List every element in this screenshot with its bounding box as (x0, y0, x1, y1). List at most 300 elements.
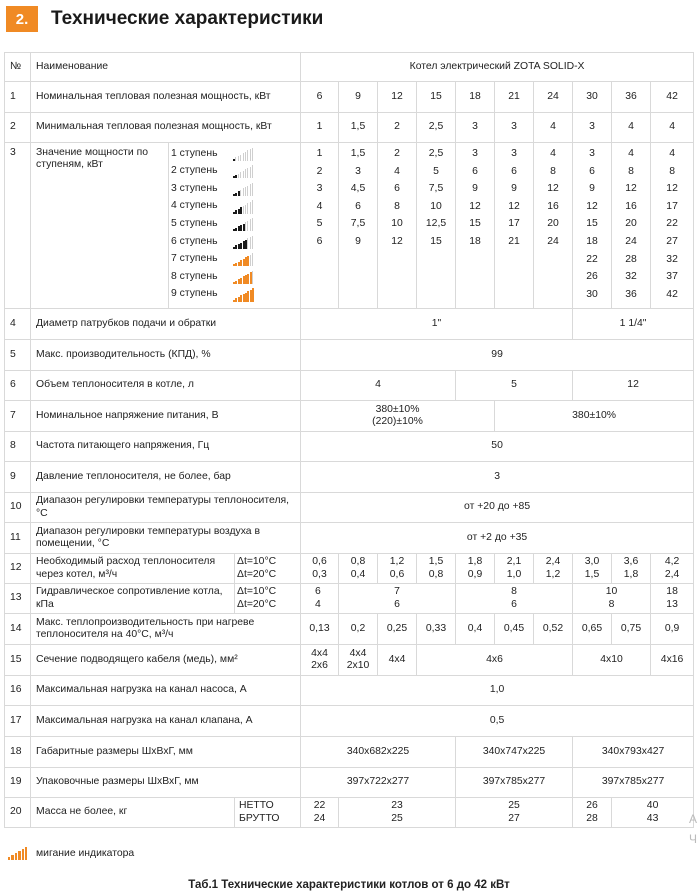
row-no: 14 (5, 614, 31, 645)
value-cell (456, 554, 495, 584)
value-cell (495, 554, 534, 584)
signal-7-blink-icon (233, 252, 255, 266)
step-value: 4 (394, 165, 400, 177)
step-label: 7 ступень (171, 253, 218, 265)
row-no: 19 (5, 768, 31, 798)
table-caption: Таб.1 Технические характеристики котлов от 6 до 42 кВт (188, 879, 510, 891)
step-value: 18 (586, 235, 598, 247)
mass-value: 27 (508, 812, 520, 824)
value-cell: 4 (612, 113, 651, 143)
value-cell: 0,65 (573, 614, 612, 645)
row-no: 1 (5, 82, 31, 113)
value-cell: 380±10% (495, 401, 694, 432)
cable-value: 2х10 (346, 660, 370, 671)
table-row (5, 432, 694, 462)
dt-label: Δt=10°С (237, 586, 277, 598)
value-cell (612, 798, 694, 828)
step-value: 12 (625, 183, 637, 195)
edge-letter: А (689, 812, 698, 826)
step-values (612, 143, 651, 309)
value-cell: 30 (573, 82, 612, 113)
step-value: 18 (469, 235, 481, 247)
value-cell: от +2 до +35 (301, 523, 694, 554)
value-cell: 2 (378, 113, 417, 143)
header-name: Наименование (31, 53, 301, 82)
table-row (5, 645, 694, 676)
table-row-steps (5, 143, 694, 309)
value-cell: 42 (651, 82, 694, 113)
step-values (339, 143, 378, 309)
value-cell: 24 (534, 82, 573, 113)
signal-9-blink-icon (233, 288, 255, 302)
step-value: 15 (469, 218, 481, 230)
legend (8, 846, 134, 860)
value-cell: 4х10 (573, 645, 651, 676)
row-label: Диаметр патрубков подачи и обратки (31, 309, 301, 340)
flow-value: 1,2 (545, 568, 561, 580)
resistance-value: 4 (315, 598, 321, 610)
step-values (495, 143, 534, 309)
dt-label: Δt=10°С (237, 556, 277, 568)
step-value: 28 (625, 253, 637, 265)
flow-value: 0,6 (389, 568, 405, 580)
step-value: 42 (666, 288, 678, 300)
step-value: 2 (316, 165, 323, 177)
step-value: 12 (469, 200, 481, 212)
steps-cell (169, 143, 301, 309)
value-cell: 4х16 (651, 645, 694, 676)
value-cell: 0,25 (378, 614, 417, 645)
section-title: Технические характеристики (51, 8, 324, 29)
flow-value: 1,8 (623, 568, 639, 580)
step-value: 12 (391, 235, 403, 247)
step-values (573, 143, 612, 309)
step-value: 30 (586, 288, 598, 300)
step-value: 12 (547, 183, 559, 195)
step-item (171, 163, 298, 181)
row-label: Объем теплоносителя в котле, л (31, 371, 301, 401)
step-label: 2 ступень (171, 165, 218, 177)
signal-3-icon (233, 182, 255, 196)
step-value: 4 (550, 148, 556, 159)
row-no: 10 (5, 493, 31, 523)
step-value: 15 (430, 235, 442, 247)
mass-value: 26 (586, 800, 598, 812)
row-no: 9 (5, 462, 31, 493)
section-number: 2. (6, 6, 38, 32)
step-label: 6 ступень (171, 235, 218, 247)
flow-value: 4,2 (664, 556, 680, 568)
step-item (171, 251, 298, 269)
row-label: Макс. теплопроизводительность при нагреве теплоносителя на 40°С, м³/ч (31, 614, 301, 645)
signal-1-icon (233, 147, 255, 161)
flow-value: 2,4 (545, 556, 561, 568)
voltage-value: (220)±10% (372, 416, 423, 427)
value-cell (378, 554, 417, 584)
resistance-value: 8 (608, 598, 615, 610)
flow-value: 0,9 (467, 568, 483, 580)
value-cell: 1,0 (301, 676, 694, 706)
row-no: 11 (5, 523, 31, 554)
section-header (6, 6, 323, 32)
step-item (171, 233, 298, 251)
flow-value: 0,6 (312, 556, 327, 568)
voltage-value: 380±10% (375, 403, 420, 415)
flow-value: 0,3 (312, 568, 327, 580)
step-value: 5 (316, 218, 323, 230)
step-value: 37 (666, 271, 678, 283)
step-value: 12,5 (425, 218, 447, 230)
step-value: 17 (508, 218, 520, 230)
table-row (5, 706, 694, 737)
step-value: 1 (316, 148, 323, 159)
step-value: 4 (669, 148, 675, 159)
step-item (171, 268, 298, 286)
step-value: 3 (355, 165, 361, 177)
step-value: 15 (586, 218, 598, 230)
signal-5-icon (233, 217, 255, 231)
row-label: Минимальная тепловая полезная мощность, кВт (31, 113, 301, 143)
row-no: 15 (5, 645, 31, 676)
value-cell (534, 554, 573, 584)
resistance-value: 8 (511, 586, 517, 598)
value-cell: 21 (495, 82, 534, 113)
value-cell: 0,2 (339, 614, 378, 645)
value-cell: 1" (301, 309, 573, 340)
resistance-value: 7 (394, 586, 400, 598)
step-value: 17 (666, 200, 678, 212)
row-label: Макс. производительность (КПД), % (31, 340, 301, 371)
step-item (171, 215, 298, 233)
value-cell: 4 (651, 113, 694, 143)
mass-value: 22 (313, 800, 326, 812)
dt-cell (235, 554, 301, 584)
flow-value: 2,4 (664, 568, 680, 580)
value-cell: 2,5 (417, 113, 456, 143)
value-cell: 4 (301, 371, 456, 401)
value-cell (456, 798, 573, 828)
row-label: Максимальная нагрузка на канал насоса, А (31, 676, 301, 706)
value-cell (301, 584, 339, 614)
row-label: Необходимый расход теплоносителя через котел, м³/ч (31, 554, 235, 584)
row-label: Габаритные размеры ШхВхГ, мм (31, 737, 301, 768)
value-cell (339, 584, 456, 614)
signal-6-icon (233, 235, 255, 249)
row-label: Диапазон регулировки температуры воздуха в помещении, °С (31, 523, 301, 554)
step-value: 6 (355, 200, 361, 212)
table-row (5, 798, 694, 828)
value-cell: 9 (339, 82, 378, 113)
row-no: 17 (5, 706, 31, 737)
table-row (5, 737, 694, 768)
table-row (5, 554, 694, 584)
mass-value: 24 (313, 812, 326, 824)
step-item (171, 198, 298, 216)
mass-kind-cell (235, 798, 301, 828)
table-row (5, 462, 694, 493)
value-cell (339, 798, 456, 828)
value-cell: 99 (301, 340, 694, 371)
table-row (5, 676, 694, 706)
step-value: 12 (508, 200, 520, 212)
table-row (5, 584, 694, 614)
step-label: 3 ступень (171, 182, 218, 194)
row-label: Масса не более, кг (31, 798, 235, 828)
row-label: Номинальное напряжение питания, В (31, 401, 301, 432)
table-row (5, 309, 694, 340)
cable-value: 4х4 (349, 647, 367, 659)
row-no: 20 (5, 798, 31, 828)
mass-kind: НЕТТО (239, 800, 274, 812)
step-value: 6 (511, 165, 517, 177)
step-value: 6 (394, 183, 400, 195)
step-value: 6 (472, 165, 478, 177)
value-cell: 0,45 (495, 614, 534, 645)
table-row (5, 340, 694, 371)
table-header-row (5, 53, 694, 82)
value-cell: 3 (495, 113, 534, 143)
mass-value: 25 (508, 800, 520, 812)
value-cell: 340х682х225 (301, 737, 456, 768)
step-value: 9 (472, 183, 478, 195)
value-cell: 397х722х277 (301, 768, 456, 798)
step-values (378, 143, 417, 309)
step-values (417, 143, 456, 309)
cable-value: 4х4 (311, 647, 328, 659)
step-value: 12 (586, 200, 598, 212)
value-cell: 0,9 (651, 614, 694, 645)
value-cell: 0,4 (456, 614, 495, 645)
step-value: 26 (586, 271, 598, 283)
step-label: 4 ступень (171, 200, 218, 212)
row-label: Частота питающего напряжения, Гц (31, 432, 301, 462)
value-cell: 15 (417, 82, 456, 113)
table-row (5, 113, 694, 143)
value-cell (651, 554, 694, 584)
value-cell (651, 584, 694, 614)
row-no: 4 (5, 309, 31, 340)
step-item (171, 180, 298, 198)
step-value: 24 (625, 235, 637, 247)
flow-value: 1,8 (467, 556, 483, 568)
signal-2-icon (233, 164, 255, 178)
step-value: 27 (666, 235, 678, 247)
value-cell: 3 (456, 113, 495, 143)
flow-value: 0,8 (428, 568, 444, 580)
step-value: 20 (625, 218, 637, 230)
step-value: 21 (508, 235, 520, 247)
flow-value: 1,5 (584, 568, 600, 580)
signal-8-blink-icon (233, 270, 255, 284)
flow-value: 3,6 (623, 556, 639, 568)
row-no: 18 (5, 737, 31, 768)
flow-value: 1,2 (389, 556, 405, 568)
row-no: 16 (5, 676, 31, 706)
mass-value: 28 (586, 812, 598, 824)
value-cell (301, 554, 339, 584)
value-cell: 4х6 (417, 645, 573, 676)
step-value: 12 (666, 183, 678, 195)
step-value: 8 (669, 165, 675, 177)
table-row (5, 82, 694, 113)
value-cell: 3 (573, 113, 612, 143)
step-value: 5 (433, 165, 439, 177)
flow-value: 0,8 (350, 556, 366, 568)
table-row (5, 493, 694, 523)
value-cell: 1,5 (339, 113, 378, 143)
value-cell (573, 584, 651, 614)
step-value: 9 (589, 183, 595, 195)
step-value: 32 (625, 271, 637, 283)
step-value: 8 (394, 200, 400, 212)
value-cell: 340х793х427 (573, 737, 694, 768)
row-label: Гидравлическое сопротивление котла, кПа (31, 584, 235, 614)
step-value: 6 (589, 165, 595, 177)
row-no: 7 (5, 401, 31, 432)
value-cell (573, 554, 612, 584)
cable-value: 2х6 (311, 660, 328, 671)
mass-value: 23 (391, 800, 403, 812)
step-value: 16 (625, 200, 637, 212)
value-cell: 4х4 (378, 645, 417, 676)
value-cell: 0,5 (301, 706, 694, 737)
value-cell (339, 554, 378, 584)
step-value: 8 (550, 165, 556, 177)
table-row (5, 523, 694, 554)
value-cell: 50 (301, 432, 694, 462)
row-no: 5 (5, 340, 31, 371)
header-no: № (5, 53, 31, 82)
step-values (301, 143, 339, 309)
mass-kind: БРУТТО (239, 812, 280, 824)
flow-value: 2,1 (506, 556, 522, 568)
resistance-value: 13 (666, 598, 678, 610)
value-cell: 12 (573, 371, 694, 401)
row-label: Сечение подводящего кабеля (медь), мм² (31, 645, 301, 676)
value-cell (573, 798, 612, 828)
step-value: 36 (625, 288, 637, 300)
step-value: 2,5 (428, 148, 444, 159)
row-label: Номинальная тепловая полезная мощность, кВт (31, 82, 301, 113)
signal-blink-icon (8, 846, 30, 860)
step-value: 20 (547, 218, 559, 230)
flow-value: 1,5 (428, 556, 444, 568)
flow-value: 0,4 (350, 568, 366, 580)
value-cell: 0,13 (301, 614, 339, 645)
step-value: 7,5 (428, 183, 444, 195)
value-cell: 340х747х225 (456, 737, 573, 768)
value-cell (456, 584, 573, 614)
step-item (171, 286, 298, 304)
spec-table (4, 52, 694, 828)
value-cell (417, 554, 456, 584)
step-value: 1,5 (350, 148, 366, 159)
legend-text: мигание индикатора (36, 847, 135, 859)
signal-4-icon (233, 200, 255, 214)
value-cell: 36 (612, 82, 651, 113)
dt-label: Δt=20°С (237, 598, 277, 610)
step-values (456, 143, 495, 309)
resistance-value: 10 (605, 586, 618, 598)
value-cell: 3 (301, 462, 694, 493)
row-no: 2 (5, 113, 31, 143)
step-value: 9 (355, 235, 361, 247)
value-cell: 397х785х277 (573, 768, 694, 798)
step-value: 3 (589, 148, 595, 159)
value-cell: 6 (301, 82, 339, 113)
step-label: 5 ступень (171, 217, 218, 229)
step-value: 3 (472, 148, 478, 159)
step-value: 3 (511, 148, 517, 159)
step-label: 8 ступень (171, 270, 218, 282)
resistance-value: 6 (394, 598, 400, 610)
step-value: 10 (430, 200, 442, 212)
mass-value: 43 (646, 812, 659, 824)
value-cell: 0,33 (417, 614, 456, 645)
row-no: 8 (5, 432, 31, 462)
row-label: Диапазон регулировки температуры теплоносителя, °С (31, 493, 301, 523)
row-no: 3 (5, 143, 31, 309)
value-cell: 18 (456, 82, 495, 113)
step-label: 9 ступень (171, 288, 218, 300)
step-label: 1 ступень (171, 147, 218, 159)
value-cell (301, 645, 339, 676)
step-value: 22 (586, 253, 598, 265)
value-cell: 0,75 (612, 614, 651, 645)
step-value: 24 (547, 235, 559, 247)
step-value: 22 (666, 218, 678, 230)
flow-value: 3,0 (584, 556, 600, 568)
value-cell: от +20 до +85 (301, 493, 694, 523)
value-cell (301, 798, 339, 828)
edge-letter: Ч (689, 832, 697, 846)
flow-value: 1,0 (506, 568, 522, 580)
step-value: 6 (316, 235, 323, 247)
value-cell: 12 (378, 82, 417, 113)
value-cell: 4 (534, 113, 573, 143)
mass-value: 40 (646, 800, 659, 812)
table-row (5, 371, 694, 401)
step-value: 2 (394, 148, 400, 159)
step-value: 7,5 (350, 218, 366, 230)
value-cell: 1 (301, 113, 339, 143)
resistance-value: 6 (511, 598, 517, 610)
row-label: Упаковочные размеры ШхВхГ, мм (31, 768, 301, 798)
step-value: 10 (391, 218, 403, 230)
dt-label: Δt=20°С (237, 568, 277, 580)
step-value: 9 (511, 183, 517, 195)
step-item (171, 145, 298, 163)
step-value: 3 (316, 183, 323, 195)
mass-value: 25 (391, 812, 403, 824)
value-cell (612, 554, 651, 584)
step-value: 4 (316, 200, 323, 212)
row-label: Значение мощности по ступеням, кВт (31, 143, 169, 309)
step-values (651, 143, 694, 309)
resistance-value: 6 (315, 586, 321, 598)
step-value: 16 (547, 200, 559, 212)
step-values (534, 143, 573, 309)
step-value: 32 (666, 253, 678, 265)
table-row (5, 614, 694, 645)
value-cell: 5 (456, 371, 573, 401)
resistance-value: 18 (666, 586, 678, 598)
row-label: Максимальная нагрузка на канал клапана, А (31, 706, 301, 737)
value-cell: 1 1/4" (573, 309, 694, 340)
step-value: 4 (628, 148, 634, 159)
header-model: Котел электрический ZOTA SOLID-X (301, 53, 694, 82)
dt-cell (235, 584, 301, 614)
